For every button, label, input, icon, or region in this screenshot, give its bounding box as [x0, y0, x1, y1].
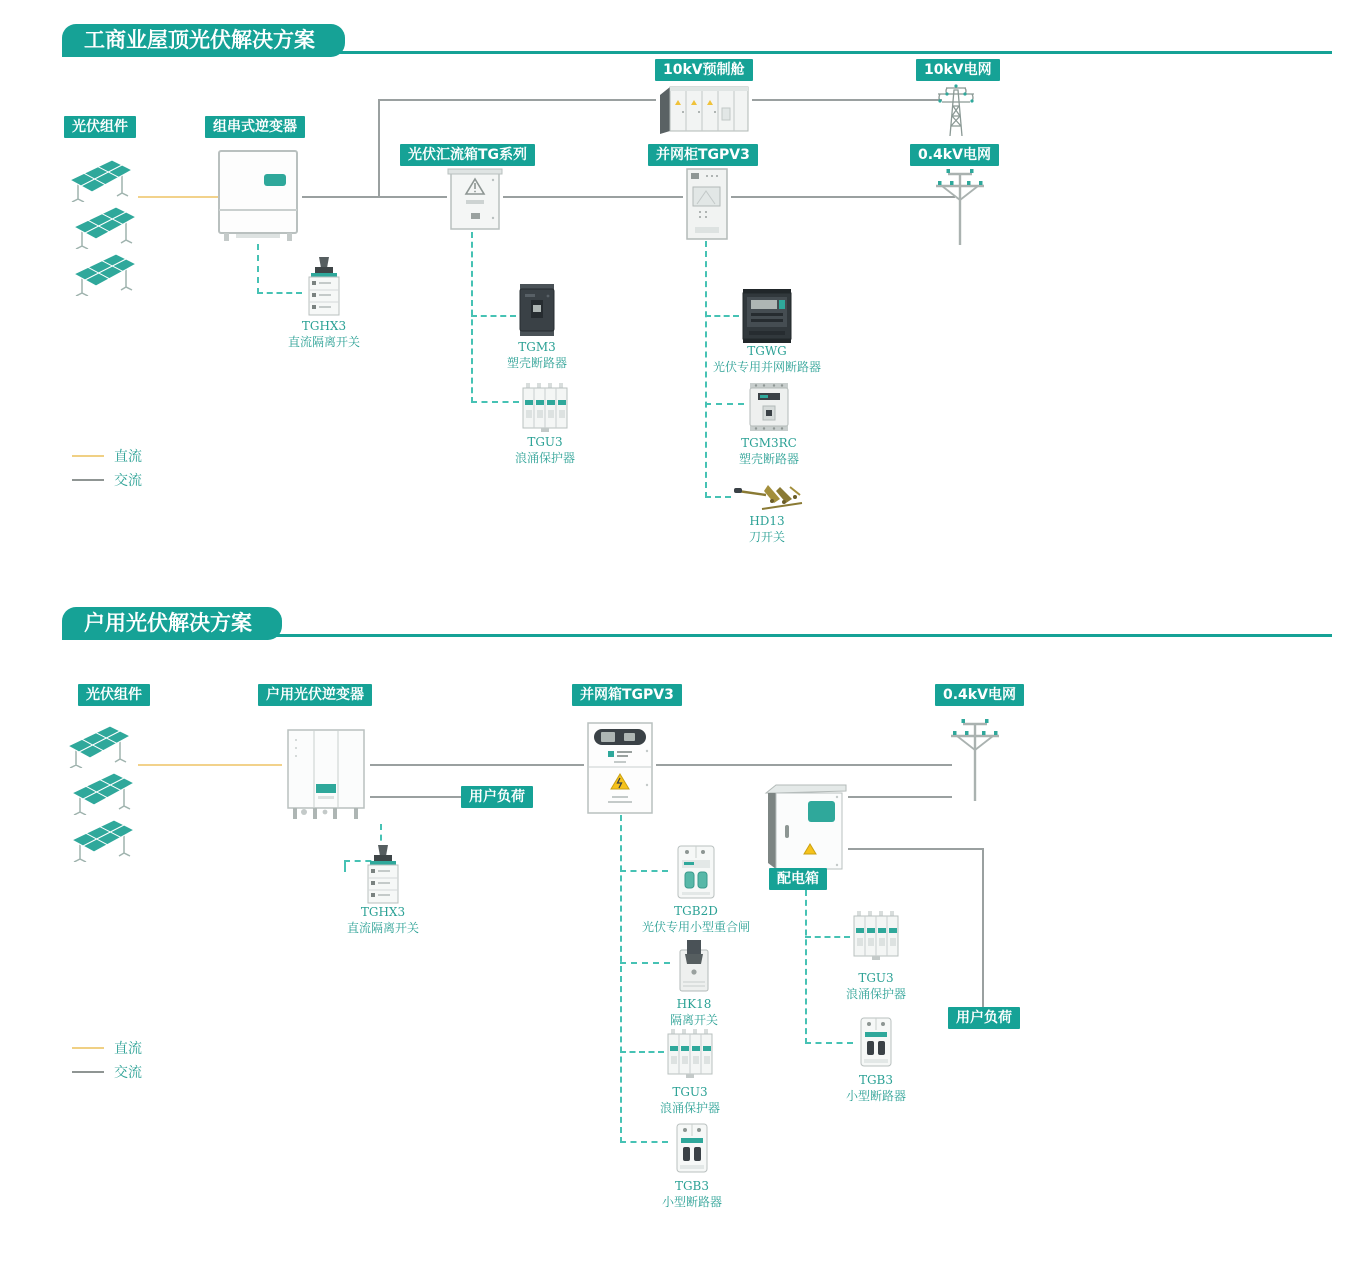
wire-ac-combiner-cabinet: [503, 196, 683, 198]
component-desc: 塑壳断路器: [738, 452, 799, 466]
component-label: [687, 343, 847, 375]
component-model: TGHX3: [360, 905, 406, 919]
knife-switch-icon: [732, 477, 804, 513]
dashed-to-hk18: [620, 962, 670, 964]
component-label: [610, 1084, 770, 1116]
mcb-icon: [672, 1120, 712, 1176]
wire-ac-inverter-userload: [370, 796, 461, 798]
component-label: [612, 1178, 772, 1210]
wire-ac-gridbox-pole: [656, 764, 952, 766]
component-desc: 刀开关: [748, 530, 785, 544]
component-label: [303, 904, 463, 936]
component-label: [796, 1072, 956, 1104]
component-model: TGU3: [527, 435, 563, 449]
component-desc: 浪涌保护器: [845, 987, 906, 1001]
component-desc: 直流隔离开关: [346, 921, 419, 935]
utility-pole-icon: [945, 716, 1005, 802]
wire-ac-distbox-right: [848, 848, 984, 850]
wire-ac-riser: [378, 99, 380, 198]
component-model: TGB3: [674, 1179, 710, 1193]
dashed-to-tgm3rc: [705, 403, 744, 405]
prefab-cabin-icon: [656, 84, 752, 136]
component-model: TGM3: [518, 340, 556, 354]
badge-grid-cabinet: 并网柜TGPV3: [648, 144, 758, 166]
component-label: [614, 996, 774, 1028]
recloser-icon: [672, 842, 720, 902]
component-model: TGU3: [858, 971, 894, 985]
component-desc: 小型断路器: [661, 1195, 722, 1209]
legend-dc-s1: [72, 446, 142, 466]
wire-ac-cabinet-pole: [731, 196, 955, 198]
isolator-switch-icon: [674, 938, 714, 994]
badge-residential-inverter: 户用光伏逆变器: [258, 684, 372, 706]
legend-ac-swatch: [72, 1071, 104, 1073]
surge-protector-icon: [666, 1028, 714, 1080]
dc-isolator-icon: [303, 255, 345, 317]
dc-isolator-icon: [362, 843, 404, 905]
component-model: TGWG: [747, 344, 787, 358]
residential-inverter-icon: [282, 726, 370, 824]
component-desc: 直流隔离开关: [287, 335, 360, 349]
wire-ac-inverter-combiner: [302, 196, 447, 198]
string-inverter-icon: [216, 148, 302, 244]
dashed-combiner-spine: [471, 232, 473, 403]
component-model: TGHX3: [301, 319, 347, 333]
badge-prefab-cabin: 10kV预制舱: [655, 59, 753, 81]
legend-dc-label: 直流: [114, 449, 142, 465]
component-label: [616, 903, 776, 935]
badge-grid-04kv-s2: 0.4kV电网: [935, 684, 1024, 706]
grid-cabinet-icon: [683, 167, 731, 241]
badge-combiner-box: 光伏汇流箱TG系列: [400, 144, 535, 166]
component-model: TGB2D: [674, 904, 718, 918]
wire-ac-inverter-gridbox: [370, 764, 584, 766]
badge-pv-modules-s2: 光伏组件: [78, 684, 150, 706]
solar-panel-icon: [68, 816, 138, 862]
component-desc: 小型断路器: [845, 1089, 906, 1103]
legend-ac-s1: [72, 470, 142, 490]
component-model: TGB3: [858, 1073, 894, 1087]
component-desc: 隔离开关: [669, 1013, 718, 1027]
component-label: [687, 513, 847, 545]
legend-dc-swatch: [72, 1047, 104, 1049]
wire-ac-distbox-pole: [848, 796, 952, 798]
dashed-to-tgwg: [705, 315, 739, 317]
component-model: TGM3RC: [741, 436, 797, 450]
badge-user-load-right: 用户负荷: [948, 1007, 1020, 1029]
dashed-to-hd13: [705, 496, 731, 498]
solar-panel-icon: [64, 722, 134, 768]
legend-ac-label: 交流: [114, 1065, 142, 1081]
component-label: [244, 318, 404, 350]
solar-panel-icon: [68, 769, 138, 815]
solar-panel-icon: [70, 250, 140, 296]
section2-title: 户用光伏解决方案: [62, 607, 282, 640]
dashed-to-tgu3-left: [620, 1051, 664, 1053]
dashed-to-tgb3-left: [620, 1141, 668, 1143]
wire-ac-riser-cabin: [378, 99, 656, 101]
utility-pole-icon: [930, 166, 990, 246]
surge-protector-icon: [521, 382, 569, 434]
air-circuit-breaker-icon: [741, 287, 793, 345]
badge-grid-10kv: 10kV电网: [916, 59, 1000, 81]
component-desc: 塑壳断路器: [506, 356, 567, 370]
wire-ac-cabin-tower: [752, 99, 942, 101]
badge-user-load-left: 用户负荷: [461, 786, 533, 808]
legend-ac-swatch: [72, 479, 104, 481]
distribution-box-icon: [764, 781, 848, 877]
dashed-to-tgm3: [471, 315, 516, 317]
dashed-distbox-spine: [805, 890, 807, 1044]
surge-protector-icon: [852, 910, 900, 962]
solar-panel-icon: [66, 156, 136, 202]
badge-string-inverter: 组串式逆变器: [205, 116, 305, 138]
dashed-to-tgu3-right: [805, 936, 850, 938]
dashed-inverter-down: [257, 244, 259, 294]
badge-grid-04kv-s1: 0.4kV电网: [910, 144, 999, 166]
component-desc: 光伏专用小型重合闸: [641, 920, 750, 934]
dashed-to-tgb2d: [620, 870, 668, 872]
legend-dc-s2: [72, 1038, 142, 1058]
dashed-to-tgu3-s1: [471, 401, 519, 403]
component-label: [796, 970, 956, 1002]
legend-ac-s2: [72, 1062, 142, 1082]
badge-grid-box: 并网箱TGPV3: [572, 684, 682, 706]
component-desc: 光伏专用并网断路器: [712, 360, 821, 374]
transmission-tower-icon: [928, 80, 984, 138]
dashed-tghx3-drop: [344, 860, 346, 872]
legend-dc-swatch: [72, 455, 104, 457]
component-desc: 浪涌保护器: [659, 1101, 720, 1115]
mccb-icon: [517, 282, 557, 338]
grid-box-icon: [584, 721, 656, 815]
mccb-rc-icon: [746, 381, 792, 433]
section1-title: 工商业屋顶光伏解决方案: [62, 24, 345, 57]
combiner-box-icon: [447, 166, 503, 232]
component-model: TGU3: [672, 1085, 708, 1099]
component-desc: 浪涌保护器: [514, 451, 575, 465]
component-label: [465, 434, 625, 466]
wire-dc-panels-inverter-s1: [138, 196, 218, 198]
mcb-icon: [856, 1014, 896, 1070]
badge-pv-modules-s1: 光伏组件: [64, 116, 136, 138]
legend-dc-label: 直流: [114, 1041, 142, 1057]
component-label: [689, 435, 849, 467]
wire-dc-panels-inverter-s2: [138, 764, 282, 766]
dashed-to-tghx3-s1: [257, 292, 302, 294]
badge-dist-box: 配电箱: [769, 868, 827, 890]
solar-panel-icon: [70, 203, 140, 249]
component-model: HK18: [676, 997, 712, 1011]
wire-ac-down-userload: [982, 848, 984, 1008]
dashed-to-tgb3-right: [805, 1042, 853, 1044]
legend-ac-label: 交流: [114, 473, 142, 489]
component-label: [457, 339, 617, 371]
component-model: HD13: [749, 514, 785, 528]
